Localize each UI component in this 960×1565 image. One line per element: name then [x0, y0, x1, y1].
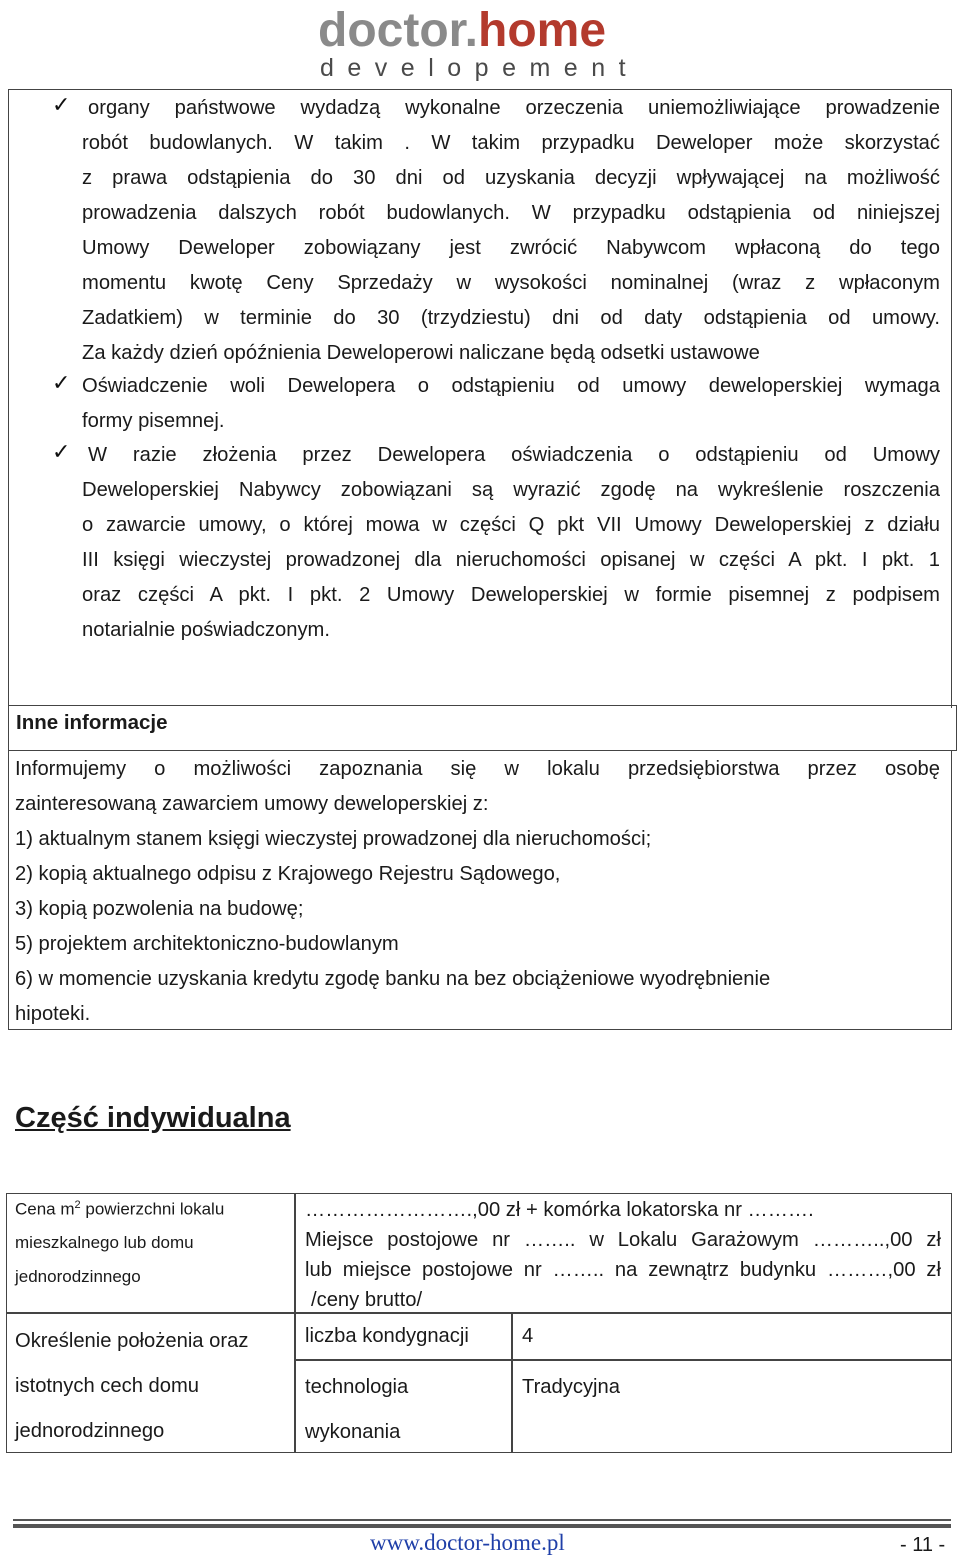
logo-subtitle: developement [320, 54, 640, 82]
other-info-heading: Inne informacje [8, 705, 957, 751]
price-value-cell [294, 1193, 952, 1314]
text-line: prowadzenia dalszych robót budowlanych. W przypadku odstąpienia od niniejszej [82, 202, 940, 224]
text-line: W razie złożenia przez Dewelopera oświadczenia o odstąpieniu od Umowy [88, 444, 940, 466]
floors-value: 4 [522, 1325, 534, 1347]
logo-wordmark [318, 4, 658, 58]
text-line: o zawarcie umowy, o której mowa w części Q pkt VII Umowy Deweloperskiej z działu [82, 514, 940, 536]
price-label-part: mieszkalnego lub domu [15, 1233, 194, 1253]
price-label-part: powierzchni lokalu [80, 1199, 225, 1219]
text-line: jednorodzinnego [15, 1420, 165, 1442]
list-item: 2) kopią aktualnego odpisu z Krajowego Rejestru Sądowego, [15, 863, 561, 885]
company-logo [318, 4, 658, 82]
price-label [15, 1189, 224, 1293]
other-info-text [15, 752, 940, 1032]
text-line: lub miejsce postojowe nr …….. na zewnątrz budynku ………,00 zł [305, 1259, 941, 1281]
price-value [305, 1195, 941, 1315]
text-line: oraz części A pkt. I pkt. 2 Umowy Deweloperskiej w formie pisemnej z podpisem [82, 584, 940, 606]
location-label-cell [6, 1312, 296, 1453]
list-item: hipoteki. [15, 1003, 91, 1025]
list-item: 1) aktualnym stanem księgi wieczystej prowadzonej dla nieruchomości; [15, 828, 652, 850]
price-label-part: Cena m [15, 1199, 75, 1219]
text-line: III księgi wieczystej prowadzonej dla nieruchomości opisanej w części A pkt. I pkt. 1 [82, 549, 940, 571]
floors-label: liczba kondygnacji [305, 1325, 469, 1347]
list-item: 3) kopią pozwolenia na budowę; [15, 898, 304, 920]
technology-label-cell [294, 1359, 513, 1453]
text-line: robót budowlanych. W takim . W takim przypadku Deweloper może skorzystać [82, 132, 940, 154]
page-number: - 11 - [900, 1534, 946, 1556]
footer-website-link[interactable]: www.doctor-home.pl [370, 1530, 565, 1555]
text-line: Umowy Deweloper zobowiązany jest zwrócić Nabywcom wpłaconą do tego [82, 237, 940, 259]
floors-label-cell [294, 1312, 513, 1361]
text-line: Deweloperskiej Nabywcy zobowiązani są wyrazić zgodę na wykreślenie roszczenia [82, 479, 940, 501]
checkmark-icon: ✓ [52, 92, 71, 117]
technology-value: Tradycyjna [522, 1376, 620, 1398]
bullet-2-text [82, 369, 940, 439]
footer-divider [13, 1524, 951, 1528]
text-line: Określenie położenia oraz [15, 1330, 249, 1352]
text-line: Zadatkiem) w terminie do 30 (trzydziestu) dni od daty odstąpienia od umowy. [82, 307, 940, 329]
text-line: organy państwowe wydadzą wykonalne orzeczenia uniemożliwiające prowadzenie [88, 97, 940, 119]
technology-label [305, 1365, 408, 1455]
price-label-part: jednorodzinnego [15, 1266, 141, 1286]
logo-part-home: home [478, 4, 607, 57]
technology-value-cell [511, 1359, 952, 1453]
checkmark-icon: ✓ [52, 439, 71, 464]
text-line: …………………….,00 zł + komórka lokatorska nr ………. [305, 1199, 814, 1221]
text-line: istotnych cech domu [15, 1375, 200, 1397]
individual-details-table [6, 1193, 952, 1453]
logo-part-doctor: doctor. [318, 4, 479, 57]
text-line: z prawa odstąpienia do 30 dni od uzyskania decyzji wpływającej na możliwość [82, 167, 940, 189]
location-label [15, 1319, 248, 1454]
footer-divider [13, 1519, 951, 1521]
text-line: zainteresowaną zawarciem umowy deweloperskiej z: [15, 793, 489, 815]
checkmark-icon: ✓ [52, 370, 71, 395]
text-line: Miejsce postojowe nr …….. w Lokalu Garażowym ………..,00 zł [305, 1229, 941, 1251]
text-line: technologia [305, 1376, 409, 1398]
bullet-1-text [82, 91, 940, 371]
price-label-cell [6, 1193, 296, 1314]
text-line: wykonania [305, 1421, 401, 1443]
text-line: notarialnie poświadczonym. [82, 619, 330, 641]
section-title: Część indywidualna [15, 1102, 291, 1134]
text-line: Oświadczenie woli Dewelopera o odstąpieniu od umowy deweloperskiej wymaga [82, 375, 940, 397]
floors-value-cell [511, 1312, 952, 1361]
list-item: 6) w momencie uzyskania kredytu zgodę banku na bez obciążeniowe wyodrębnienie [15, 968, 771, 990]
bullet-3-text [82, 438, 940, 648]
text-line: /ceny brutto/ [311, 1289, 423, 1311]
text-line: Informujemy o możliwości zapoznania się w lokalu przedsiębiorstwa przez osobę [15, 758, 940, 780]
superscript-2: 2 [74, 1199, 81, 1211]
list-item: 5) projektem architektoniczno-budowlanym [15, 933, 399, 955]
text-line: momentu kwotę Ceny Sprzedaży w wysokości nominalnej (wraz z wpłaconym [82, 272, 940, 294]
text-line: Za każdy dzień opóźnienia Deweloperowi naliczane będą odsetki ustawowe [82, 342, 760, 364]
text-line: formy pisemnej. [82, 410, 225, 432]
